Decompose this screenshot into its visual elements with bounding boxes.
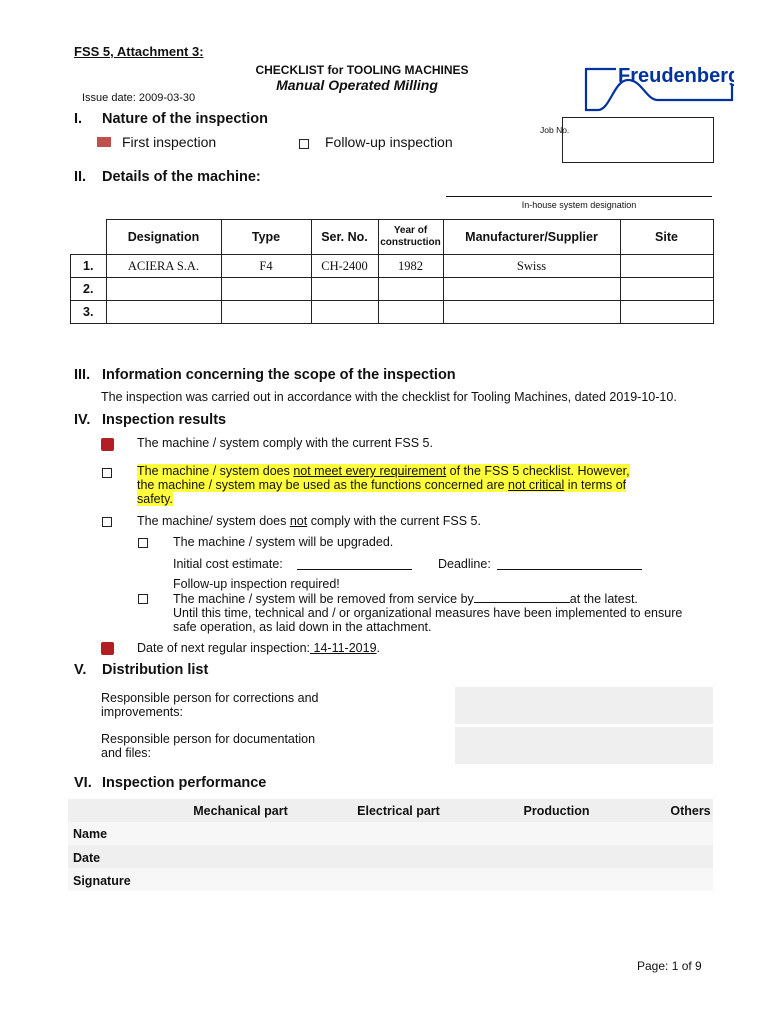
machine-table — [70, 219, 714, 324]
logo-text: Freudenberg — [618, 65, 734, 87]
result-comply-label: The machine / system comply with the current FSS 5. — [137, 436, 433, 450]
next-inspection-checkbox[interactable] — [101, 642, 114, 655]
section-6-heading: VI. Inspection performance — [74, 775, 267, 791]
first-inspection-label: First inspection — [122, 134, 217, 150]
result-comply-checkbox[interactable] — [101, 438, 114, 451]
remove-service-checkbox[interactable] — [138, 594, 148, 604]
documentation-person-label: Responsible person for documentation and files: — [101, 732, 316, 760]
result-not-comply-checkbox[interactable] — [102, 517, 112, 527]
col-production: Production — [523, 804, 590, 818]
freudenberg-logo — [584, 60, 734, 112]
followup-required: Follow-up inspection required! — [173, 577, 340, 591]
attachment-label: FSS 5, Attachment 3: — [74, 44, 204, 59]
followup-inspection-label: Follow-up inspection — [325, 134, 453, 150]
section-2-heading: II. Details of the machine: — [74, 169, 261, 185]
corrections-person-label: Responsible person for corrections and improvements: — [101, 691, 319, 719]
result-partial-text: The machine / system does not meet every requirement of the FSS 5 checklist. However, the machine / system may be used as the functions concerned are not critical in terms of safety. — [137, 464, 630, 506]
section-5-heading: V. Distribution list — [74, 662, 209, 678]
performance-header-row — [68, 799, 713, 822]
deadline-field[interactable] — [497, 569, 642, 570]
result-not-comply-label: The machine/ system does not comply with the current FSS 5. — [137, 514, 481, 528]
col-manufacturer: Manufacturer/Supplier — [443, 220, 620, 255]
col-site: Site — [620, 220, 713, 255]
col-ser-no: Ser. No. — [311, 220, 378, 255]
col-type: Type — [221, 220, 311, 255]
cost-estimate-field[interactable] — [297, 569, 412, 570]
table-row[interactable]: Name — [68, 822, 713, 845]
corrections-person-field[interactable] — [455, 687, 713, 724]
table-row: 3. — [71, 301, 714, 324]
page-number: Page: 1 of 9 — [637, 959, 702, 973]
col-designation: Designation — [106, 220, 221, 255]
job-no-label: Job No. — [540, 125, 570, 135]
job-no-box[interactable] — [562, 117, 714, 163]
table-row: 1. ACIERA S.A. F4 CH-2400 1982 Swiss — [71, 255, 714, 278]
first-inspection-checkbox[interactable] — [97, 137, 111, 147]
document-title: CHECKLIST for TOOLING MACHINES — [255, 63, 469, 77]
inhouse-designation-label: In-house system designation — [521, 200, 637, 210]
upgrade-checkbox[interactable] — [138, 538, 148, 548]
remove-date-field[interactable] — [474, 592, 570, 603]
table-corner — [71, 220, 107, 255]
inhouse-designation-line[interactable] — [446, 196, 712, 197]
documentation-person-field[interactable] — [455, 727, 713, 764]
section-3-heading: III. Information concerning the scope of the inspection — [74, 367, 456, 383]
followup-inspection-checkbox[interactable] — [299, 139, 309, 149]
col-electrical: Electrical part — [357, 804, 440, 818]
remove-service-text: The machine / system will be removed from service by at the latest. Until this time, technical and / or organizational measures have been implemented to ensure safe operation, as laid down in the attachment. — [173, 592, 683, 634]
result-partial-checkbox[interactable] — [102, 468, 112, 478]
cost-estimate-label: Initial cost estimate: — [173, 557, 283, 571]
upgrade-label: The machine / system will be upgraded. — [173, 535, 394, 549]
col-others: Others — [670, 804, 711, 818]
next-inspection-text: Date of next regular inspection: 14-11-2019. — [137, 641, 381, 655]
section-4-heading: IV. Inspection results — [74, 412, 227, 428]
table-row[interactable]: Signature — [68, 868, 713, 891]
table-row[interactable]: Date — [68, 845, 713, 868]
table-row: 2. — [71, 278, 714, 301]
section-1-heading: I. Nature of the inspection — [74, 111, 268, 127]
deadline-label: Deadline: — [438, 557, 491, 571]
issue-date: Issue date: 2009-03-30 — [82, 92, 196, 104]
col-mechanical: Mechanical part — [193, 804, 288, 818]
scope-text: The inspection was carried out in accordance with the checklist for Tooling Machines, dated 2019-10-10. — [101, 390, 677, 404]
col-year: Year of construction — [378, 220, 443, 255]
document-subtitle: Manual Operated Milling — [276, 77, 438, 93]
